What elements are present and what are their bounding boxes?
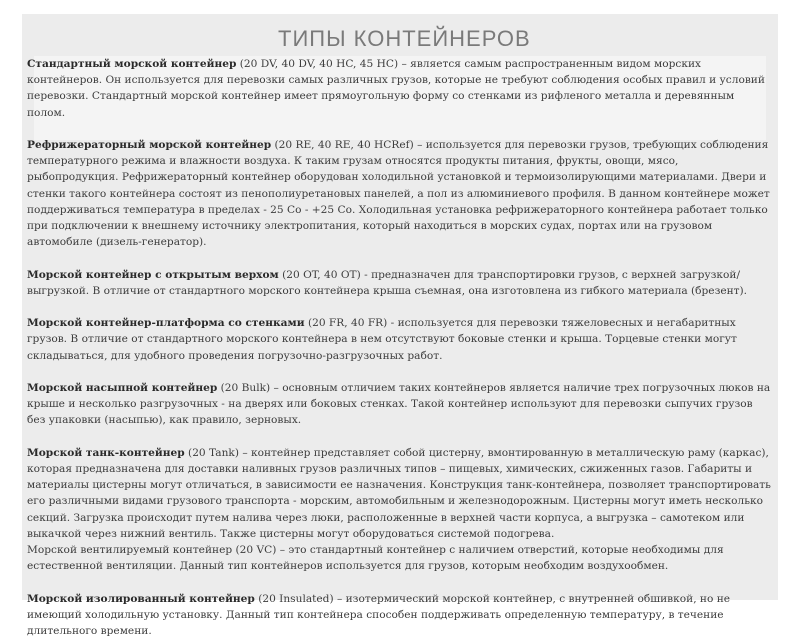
section-heading: Морской насыпной контейнер	[27, 382, 218, 394]
section-heading: Рефрижераторный морской контейнер	[27, 139, 272, 151]
section-tank	[27, 445, 772, 542]
section-ventilated	[27, 542, 772, 574]
section-standard	[27, 56, 772, 121]
section-text: (20 Tank) – контейнер представляет собой цистерну, вмонтированную в металлическую раму (каркас), которая предназначена для доставки наливных грузов различных типов – пищевых, химических, сжиженных газов. Габариты и материалы цистерны могут отличаться, в зависимости ее назначения. Конструкция танк-контейнера, позволяет транспортировать его различными видами грузового транспорта - морским, автомобильным и железнодорожным. Цистерны могут иметь несколько секций. Загрузка происходит путем налива через люки, расположенные в верхней части корпуса, а выгрузка – самотеком или выкачкой через нижний вентиль. Также цистерны могут оборудоваться системой подогрева.	[27, 446, 771, 540]
section-text: Морской вентилируемый контейнер (20 VC) – это стандартный контейнер с наличием отверстий, которые необходимы для естественной вентиляции. Данный тип контейнеров используется для грузов, которым необходим воздухообмен.	[27, 544, 724, 573]
section-text: (20 OT, 40 OT) - предназначен для транспортировки грузов, с верхней загрузкой/выгрузкой. В отличие от стандартного морского контейнера крыша съемная, она изготовлена из гибкого материала (брезент).	[27, 268, 748, 297]
section-reefer	[27, 137, 772, 250]
section-heading: Морской изолированный контейнер	[27, 592, 255, 605]
section-heading: Морской танк-контейнер	[27, 446, 185, 459]
section-text: (20 DV, 40 DV, 40 HC, 45 HC) – является самым распространенным видом морских контейнеров. Он используется для перевозки самых различных грузов, которые не требуют соблюдения особых правил и условий перевозки. Стандартный морской контейнер имеет прямоугольную форму со стенками из рифленого металла и деревянным полом.	[27, 58, 765, 119]
section-text: (20 Bulk) – основным отличием таких контейнеров является наличие трех погрузочных люков на крыше и несколько разгрузочных - на дверях или боковых стенках. Такой контейнер используют для перевозки сыпучих грузов без упаковки (насыпью), как правило, зерновых.	[27, 382, 771, 427]
section-heading: Стандартный морской контейнер	[27, 58, 237, 70]
section-text: (20 RE, 40 RE, 40 HCRef) – используется для перевозки грузов, требующих соблюдения температурного режима и влажности воздуха. К таким грузам относятся продукты питания, фрукты, овощи, мясо, рыбопродукция. Рефрижераторный контейнер оборудован холодильной установкой и термоизолирующими материалами. Двери и стенки такого контейнера состоят из пенополиуретановых панелей, а пол из алюминиевого профиля. В данном контейнере может поддерживаться температура в пределах - 25 Со - +25 Со. Холодильная установка рефрижераторного контейнера работает только при подключении к внешнему источнику электропитания, который находиться в морских судах, портах или на грузовом автомобиле (дизель-генератор).	[27, 139, 770, 249]
section-flat-rack	[27, 315, 772, 364]
section-heading: Морской контейнер-платформа со стенками	[27, 317, 305, 330]
slide-content	[27, 56, 772, 639]
section-text: (20 FR, 40 FR) - используется для перевозки тяжеловесных и негабаритных грузов. В отличие от стандартного морского контейнера в нем отсутствуют боковые стенки и крыша. Торцевые стенки могут складываться, для удобного проведения погрузочно-разгрузочных работ.	[27, 317, 737, 362]
slide-title: ТИПЫ КОНТЕЙНЕРОВ	[278, 26, 531, 51]
section-open-top	[27, 267, 772, 299]
section-insulated	[27, 591, 772, 639]
section-bulk	[27, 380, 772, 429]
section-heading: Морской контейнер с открытым верхом	[27, 268, 279, 281]
section-text: (20 Insulated) – изотермический морской контейнер, с внутренней обшивкой, но не имеющий холодильную установку. Данный тип контейнера способен поддерживать определенную температуру, в течение длительного времени.	[27, 592, 731, 638]
